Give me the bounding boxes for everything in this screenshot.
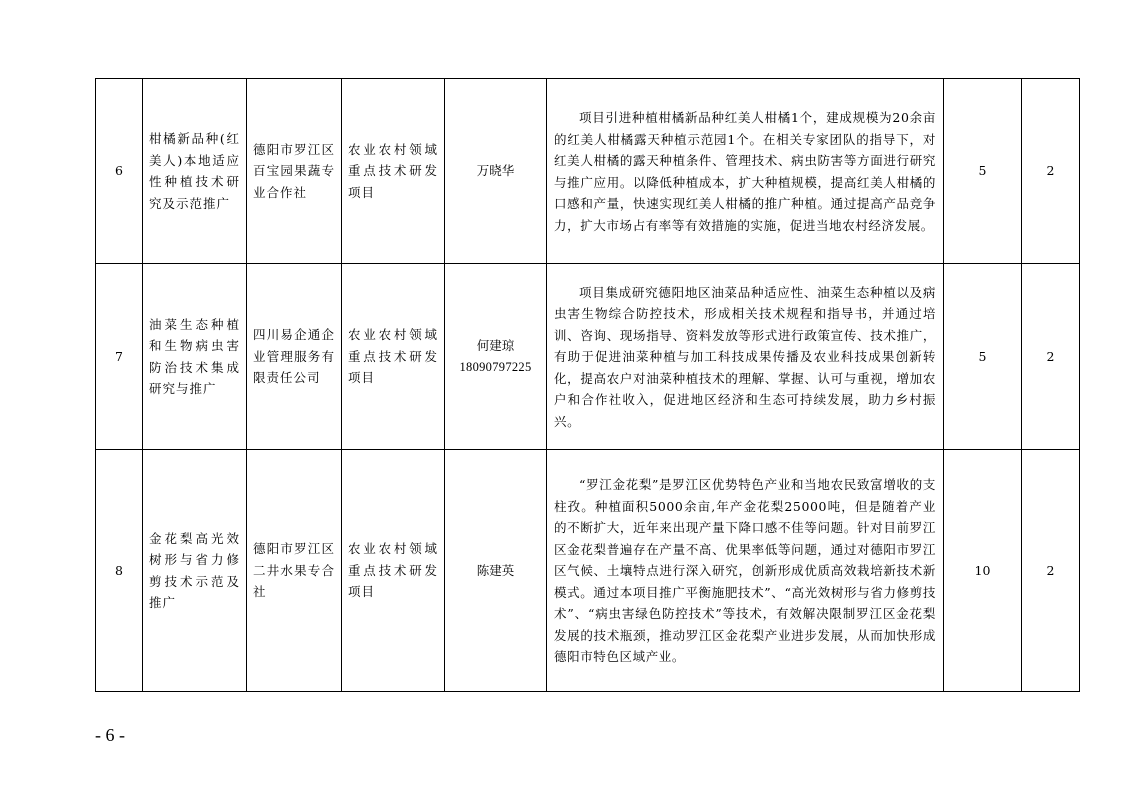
contact-cell xyxy=(445,264,547,450)
project-name: 柑橘新品种(红美人)本地适应性种植技术研究及示范推广 xyxy=(143,79,247,264)
value-col8: 2 xyxy=(1022,264,1080,450)
project-table xyxy=(95,78,1080,692)
row-number: 6 xyxy=(96,79,143,264)
contact-person: 何建琼 xyxy=(476,338,515,353)
contact-phone: 18090797225 xyxy=(459,359,532,374)
project-name: 油菜生态种植和生物病虫害防治技术集成研究与推广 xyxy=(143,264,247,450)
description-text: “罗江金花梨”是罗江区优势特色产业和当地农民致富增收的支柱孜。种植面积5000余亩,年产金花梨25000吨，但是随着产业的不断扩大，近年来出现产量下降口感不佳等问题。针对目前罗江区金花梨普遍存在产量不高、优果率低等问题，通过对德阳市罗江区气候、土壤特点进行深入研究，创新形成优质高效栽培新技术新模式。通过本项目推广平衡施肥技术”、“高光效树形与省力修剪技术”、“病虫害绿色防控技术”等技术，有效解决限制罗江区金花梨发展的技术瓶颈，推动罗江区金花梨产业进步发展，从而加快形成德阳市特色区域产业。 xyxy=(554,477,936,665)
project-unit: 四川易企通企业管理服务有限责任公司 xyxy=(247,264,342,450)
page-number: - 6 - xyxy=(95,725,125,745)
value-col7: 5 xyxy=(944,264,1022,450)
project-description xyxy=(547,79,944,264)
value-col7: 5 xyxy=(944,79,1022,264)
contact-cell xyxy=(445,450,547,692)
contact-cell xyxy=(445,79,547,264)
value-col7: 10 xyxy=(944,450,1022,692)
row-number: 7 xyxy=(96,264,143,450)
value-col8: 2 xyxy=(1022,450,1080,692)
contact-person: 万晓华 xyxy=(476,163,515,179)
project-unit: 德阳市罗江区百宝园果蔬专业合作社 xyxy=(247,79,342,264)
table-row xyxy=(96,79,1080,264)
project-description xyxy=(547,450,944,692)
table-row xyxy=(96,264,1080,450)
project-type: 农业农村领域重点技术研发项目 xyxy=(342,79,445,264)
description-text: 项目引进种植柑橘新品种红美人柑橘1个，建成规模为20余亩的红美人柑橘露天种植示范园1个。在相关专家团队的指导下，对红美人柑橘的露天种植条件、管理技术、病虫防害等方面进行研究与推广应用。以降低种植成本，扩大种植规模，提高红美人柑橘的口感和产量，快速实现红美人柑橘的推广种植。通过提高产品竞争力，扩大市场占有率等有效措施的实施，促进当地农村经济发展。 xyxy=(554,110,936,233)
project-type: 农业农村领域重点技术研发项目 xyxy=(342,264,445,450)
project-type: 农业农村领域重点技术研发项目 xyxy=(342,450,445,692)
contact-person: 陈建英 xyxy=(476,562,515,578)
row-number: 8 xyxy=(96,450,143,692)
value-col8: 2 xyxy=(1022,79,1080,264)
table-row xyxy=(96,450,1080,692)
project-unit: 德阳市罗江区二井水果专合社 xyxy=(247,450,342,692)
description-text: 项目集成研究德阳地区油菜品种适应性、油菜生态种植以及病虫害生物综合防控技术，形成相关技术规程和指导书，并通过培训、咨询、现场指导、资料发放等形式进行政策宣传、技术推广，有助于促进油菜种植与加工科技成果传播及农业科技成果创新转化，提高农户对油菜种植技术的理解、掌握、认可与重视，增加农户和合作社收入，促进地区经济和生态可持续发展，助力乡村振兴。 xyxy=(554,284,936,429)
project-description xyxy=(547,264,944,450)
project-name: 金花梨高光效树形与省力修剪技术示范及推广 xyxy=(143,450,247,692)
